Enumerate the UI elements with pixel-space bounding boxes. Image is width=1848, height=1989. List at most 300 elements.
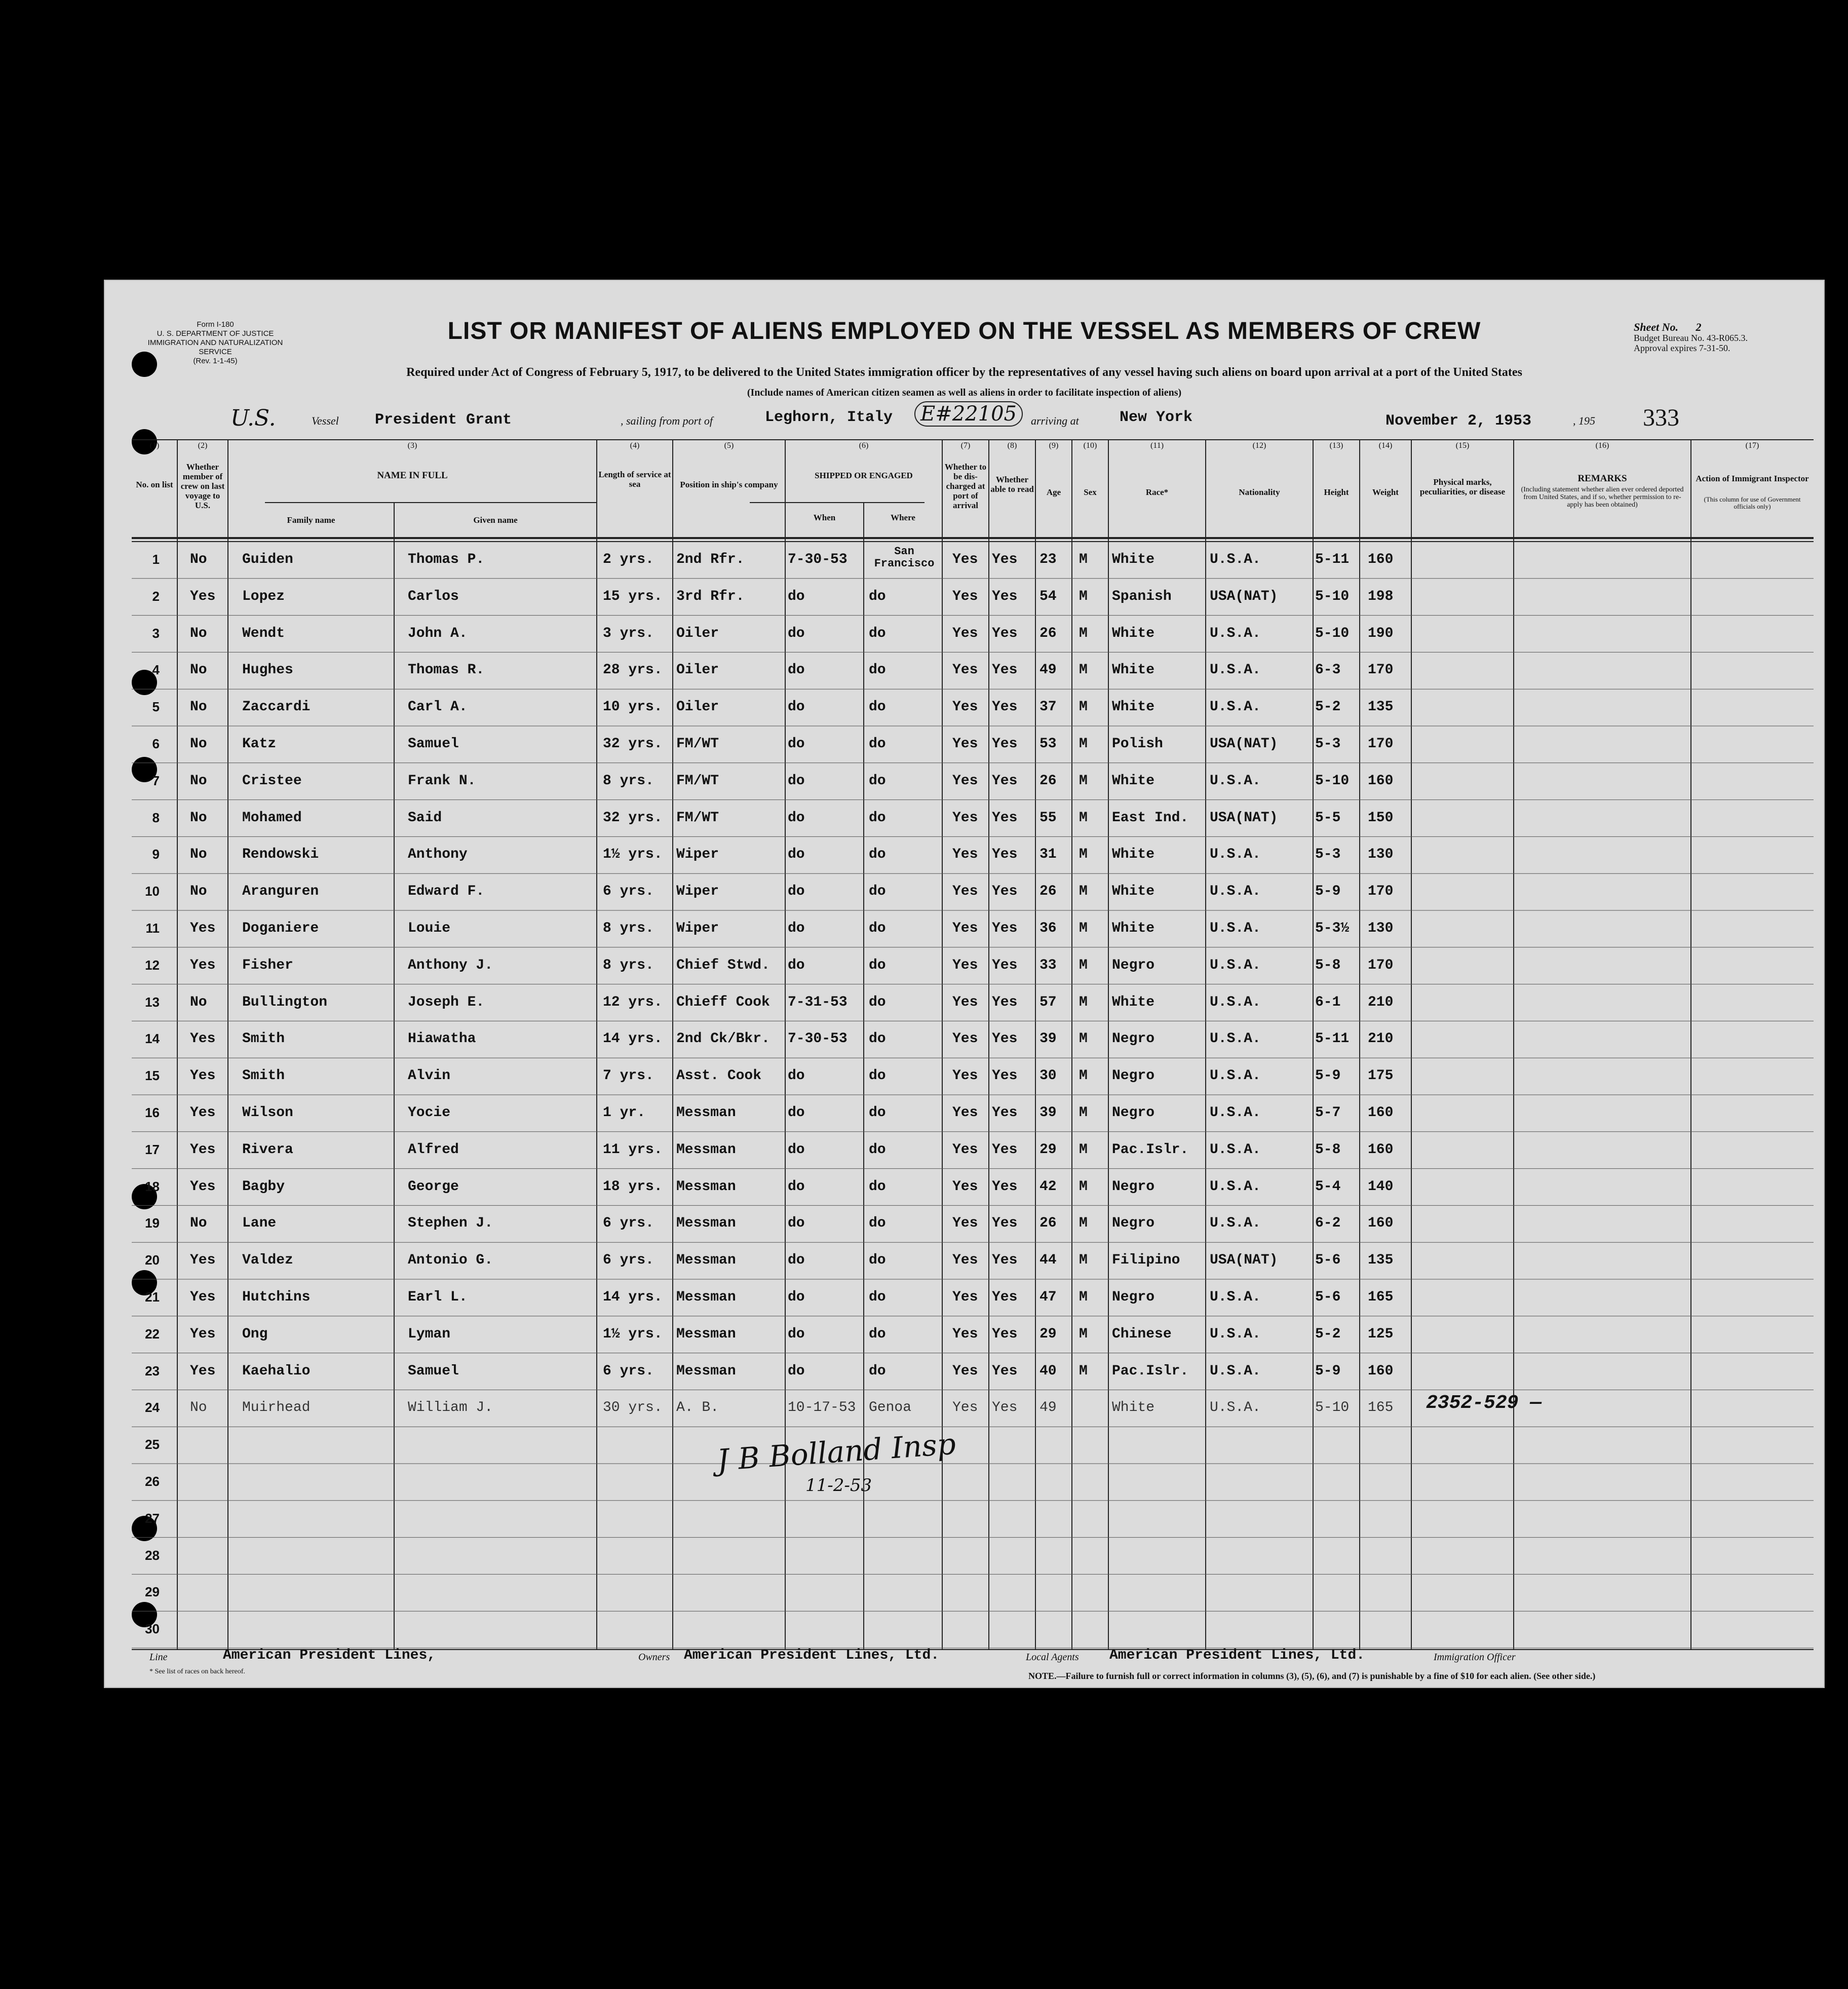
cell-service: 11 yrs. xyxy=(603,1141,663,1158)
cell-height: 5-10 xyxy=(1315,625,1350,641)
cell-nationality: U.S.A. xyxy=(1210,994,1261,1010)
footer-owners-label: Owners xyxy=(638,1652,670,1663)
cell-family-name: Bagby xyxy=(242,1178,285,1195)
cell-weight: 125 xyxy=(1368,1326,1394,1342)
cell-nationality: U.S.A. xyxy=(1210,957,1261,973)
cell-sex: M xyxy=(1079,1178,1088,1195)
cell-list-number: 1 xyxy=(152,552,160,567)
cell-last-voyage: Yes xyxy=(190,1363,216,1379)
cell-service: 6 yrs. xyxy=(603,1252,654,1269)
cell-discharged: Yes xyxy=(952,1252,978,1269)
cell-nationality: U.S.A. xyxy=(1210,1215,1261,1232)
cell-list-number: 23 xyxy=(145,1363,160,1379)
footer-line-label: Line xyxy=(149,1652,168,1663)
cell-where: do xyxy=(869,957,886,973)
cell-discharged: Yes xyxy=(952,1363,978,1379)
cell-list-number: 5 xyxy=(152,699,160,715)
cell-nationality: U.S.A. xyxy=(1210,1289,1261,1305)
cell-height: 5-9 xyxy=(1315,884,1341,900)
cell-discharged: Yes xyxy=(952,847,978,863)
cell-able-read: Yes xyxy=(992,1252,1018,1269)
cell-able-read: Yes xyxy=(992,773,1018,789)
cell-discharged: Yes xyxy=(952,736,978,752)
cell-nationality: U.S.A. xyxy=(1210,773,1261,789)
cell-able-read: Yes xyxy=(992,810,1018,826)
cell-last-voyage: No xyxy=(190,847,207,863)
cell-able-read: Yes xyxy=(992,1326,1018,1342)
cell-given-name: Stephen J. xyxy=(408,1215,493,1232)
cell-sex: M xyxy=(1079,1326,1088,1342)
cell-position: FM/WT xyxy=(676,773,719,789)
header-able-read: Whether able to read xyxy=(990,475,1034,494)
cell-age: 57 xyxy=(1040,994,1057,1010)
cell-height: 6-3 xyxy=(1315,662,1341,678)
cell-given-name: Thomas P. xyxy=(408,552,485,567)
cell-able-read: Yes xyxy=(992,552,1018,567)
cell-able-read: Yes xyxy=(992,994,1018,1010)
cell-service: 1½ yrs. xyxy=(603,847,663,863)
cell-service: 6 yrs. xyxy=(603,1215,654,1232)
cell-age: 36 xyxy=(1040,921,1057,936)
cell-when: do xyxy=(788,1326,805,1342)
cell-able-read: Yes xyxy=(992,957,1018,973)
cell-list-number: 8 xyxy=(152,810,160,825)
cell-last-voyage: No xyxy=(190,1215,207,1232)
header-height: Height xyxy=(1324,487,1349,497)
cell-able-read: Yes xyxy=(992,1068,1018,1084)
cell-age: 26 xyxy=(1040,625,1057,641)
cell-given-name: John A. xyxy=(408,625,468,641)
cell-given-name: Yocie xyxy=(408,1105,451,1121)
cell-nationality: USA(NAT) xyxy=(1210,736,1278,752)
cell-where: do xyxy=(869,921,886,936)
cell-discharged: Yes xyxy=(952,588,978,604)
cell-family-name: Mohamed xyxy=(242,810,302,826)
cell-family-name: Kaehalio xyxy=(242,1363,311,1379)
cell-able-read: Yes xyxy=(992,699,1018,715)
cell-weight: 160 xyxy=(1368,773,1394,789)
cell-age: 42 xyxy=(1040,1178,1057,1195)
cell-nationality: U.S.A. xyxy=(1210,921,1261,936)
cell-where: do xyxy=(869,994,886,1010)
cell-race: White xyxy=(1112,625,1155,641)
cell-age: 23 xyxy=(1040,552,1057,567)
colnum-16: (16) xyxy=(1595,441,1609,450)
cell-position: Chief Stwd. xyxy=(676,957,770,973)
cell-family-name: Wendt xyxy=(242,625,285,641)
cell-service: 15 yrs. xyxy=(603,588,663,604)
cell-discharged: Yes xyxy=(952,662,978,678)
colnum-5: (5) xyxy=(724,441,734,450)
cell-nationality: U.S.A. xyxy=(1210,1400,1261,1416)
cell-race: Negro xyxy=(1112,1105,1155,1121)
cell-list-number: 7 xyxy=(152,773,160,788)
cell-where: do xyxy=(869,1178,886,1195)
cell-weight: 150 xyxy=(1368,810,1394,826)
cell-position: Wiper xyxy=(676,884,719,900)
cell-height: 5-8 xyxy=(1315,1141,1341,1158)
cell-discharged: Yes xyxy=(952,773,978,789)
cell-service: 32 yrs. xyxy=(603,810,663,826)
cell-when: do xyxy=(788,699,805,715)
cell-age: 49 xyxy=(1040,662,1057,678)
cell-discharged: Yes xyxy=(952,1289,978,1305)
cell-race: White xyxy=(1112,699,1155,715)
cell-nationality: U.S.A. xyxy=(1210,1105,1261,1121)
cell-where: do xyxy=(869,1252,886,1269)
vessel-label: Vessel xyxy=(312,414,339,427)
cell-age: 47 xyxy=(1040,1289,1057,1305)
cell-when: do xyxy=(788,1141,805,1158)
footer-races-note: * See list of races on back hereof. xyxy=(149,1668,245,1675)
cell-given-name: Joseph E. xyxy=(408,994,485,1010)
cell-weight: 170 xyxy=(1368,957,1394,973)
cell-family-name: Hutchins xyxy=(242,1289,311,1305)
header-discharged: Whether to be dis-charged at port of arrival xyxy=(944,462,987,510)
cell-discharged: Yes xyxy=(952,921,978,936)
cell-nationality: USA(NAT) xyxy=(1210,1252,1278,1269)
cell-family-name: Rendowski xyxy=(242,847,319,863)
cell-sex: M xyxy=(1079,1289,1088,1305)
cell-height: 5-10 xyxy=(1315,1400,1350,1416)
colnum-15: (15) xyxy=(1455,441,1470,450)
cell-service: 28 yrs. xyxy=(603,662,663,678)
cell-age: 29 xyxy=(1040,1326,1057,1342)
colnum-11: (11) xyxy=(1150,441,1164,450)
cell-given-name: Anthony xyxy=(408,847,468,863)
cell-last-voyage: Yes xyxy=(190,1326,216,1342)
cell-weight: 190 xyxy=(1368,625,1394,641)
colnum-9: (9) xyxy=(1049,441,1059,450)
cell-able-read: Yes xyxy=(992,1400,1018,1416)
cell-discharged: Yes xyxy=(952,1068,978,1084)
cell-weight: 135 xyxy=(1368,699,1394,715)
cell-discharged: Yes xyxy=(952,699,978,715)
cell-sex: M xyxy=(1079,773,1088,789)
cell-family-name: Rivera xyxy=(242,1141,293,1158)
cell-when: do xyxy=(788,957,805,973)
cell-given-name: Alvin xyxy=(408,1068,451,1084)
cell-race: Negro xyxy=(1112,1289,1155,1305)
cell-when: 10-17-53 xyxy=(788,1400,856,1416)
cell-age: 30 xyxy=(1040,1068,1057,1084)
cell-height: 6-2 xyxy=(1315,1215,1341,1232)
cell-position: Oiler xyxy=(676,699,719,715)
cell-height: 5-8 xyxy=(1315,957,1341,973)
cell-race: White xyxy=(1112,994,1155,1010)
cell-list-number: 6 xyxy=(152,736,160,751)
cell-given-name: Lyman xyxy=(408,1326,451,1342)
header-name: NAME IN FULL xyxy=(377,470,448,481)
header-family-name: Family name xyxy=(287,515,335,525)
cell-height: 5-3 xyxy=(1315,847,1341,863)
cell-nationality: U.S.A. xyxy=(1210,699,1261,715)
cell-age: 53 xyxy=(1040,736,1057,752)
inspector-signature: J B Bolland Insp xyxy=(716,1426,957,1478)
cell-list-number: 22 xyxy=(145,1326,160,1342)
footer-officer-label: Immigration Officer xyxy=(1434,1652,1516,1663)
cell-able-read: Yes xyxy=(992,884,1018,900)
cell-service: 3 yrs. xyxy=(603,625,654,641)
cell-list-number: 28 xyxy=(145,1547,160,1563)
cell-family-name: Muirhead xyxy=(242,1400,311,1416)
footer-agents: American President Lines, Ltd. xyxy=(1109,1648,1365,1663)
cell-list-number: 19 xyxy=(145,1215,160,1231)
cell-sex: M xyxy=(1079,957,1088,973)
cell-where: do xyxy=(869,736,886,752)
sailing-label: , sailing from port of xyxy=(621,414,713,427)
cell-race: Negro xyxy=(1112,1031,1155,1047)
handwritten-prefix: U.S. xyxy=(230,405,276,431)
signature-date: 11-2-53 xyxy=(805,1475,872,1496)
colnum-12: (12) xyxy=(1252,441,1266,450)
cell-position: Oiler xyxy=(676,662,719,678)
cell-last-voyage: Yes xyxy=(190,1031,216,1047)
cell-service: 1½ yrs. xyxy=(603,1326,663,1342)
cell-sex: M xyxy=(1079,1068,1088,1084)
cell-last-voyage: Yes xyxy=(190,921,216,936)
cell-last-voyage: No xyxy=(190,1400,207,1416)
arriving-label: arriving at xyxy=(1031,414,1079,427)
cell-when: do xyxy=(788,1363,805,1379)
header-remarks: REMARKS xyxy=(1577,473,1627,484)
cell-service: 1 yr. xyxy=(603,1105,646,1121)
cell-when: do xyxy=(788,736,805,752)
cell-when: do xyxy=(788,1289,805,1305)
cell-height: 5-4 xyxy=(1315,1178,1341,1195)
cell-list-number: 15 xyxy=(145,1068,160,1084)
page-number: 333 xyxy=(1643,404,1679,431)
cell-where: do xyxy=(869,773,886,789)
department: U. S. DEPARTMENT OF JUSTICE xyxy=(157,329,274,338)
cell-service: 2 yrs. xyxy=(603,552,654,567)
cell-race: Negro xyxy=(1112,1178,1155,1195)
cell-sex: M xyxy=(1079,1105,1088,1121)
cell-position: Asst. Cook xyxy=(676,1068,762,1084)
cell-list-number: 30 xyxy=(145,1621,160,1637)
cell-discharged: Yes xyxy=(952,1105,978,1121)
cell-discharged: Yes xyxy=(952,810,978,826)
cell-last-voyage: No xyxy=(190,810,207,826)
cell-list-number: 29 xyxy=(145,1584,160,1600)
header-list-no: No. on list xyxy=(136,480,173,489)
cell-service: 10 yrs. xyxy=(603,699,663,715)
header-when: When xyxy=(813,513,836,522)
cell-discharged: Yes xyxy=(952,957,978,973)
header-sex: Sex xyxy=(1084,487,1097,497)
cell-height: 6-1 xyxy=(1315,994,1341,1010)
cell-where: do xyxy=(869,1031,886,1047)
footer-agents-label: Local Agents xyxy=(1026,1652,1079,1663)
cell-last-voyage: Yes xyxy=(190,1068,216,1084)
cell-race: Spanish xyxy=(1112,588,1172,604)
cell-where: do xyxy=(869,699,886,715)
cell-given-name: Carl A. xyxy=(408,699,468,715)
cell-height: 5-2 xyxy=(1315,699,1341,715)
cell-age: 40 xyxy=(1040,1363,1057,1379)
cell-list-number: 27 xyxy=(145,1510,160,1526)
cell-given-name: Louie xyxy=(408,921,451,936)
cell-position: Messman xyxy=(676,1363,736,1379)
cell-where: do xyxy=(869,1215,886,1232)
cell-sex: M xyxy=(1079,662,1088,678)
cell-race: Negro xyxy=(1112,957,1155,973)
cell-where: do xyxy=(869,847,886,863)
cell-age: 26 xyxy=(1040,1215,1057,1232)
departure-port: Leghorn, Italy xyxy=(765,409,893,426)
cell-last-voyage: No xyxy=(190,773,207,789)
cell-nationality: U.S.A. xyxy=(1210,847,1261,863)
cell-list-number: 9 xyxy=(152,847,160,862)
cell-discharged: Yes xyxy=(952,625,978,641)
cell-where: do xyxy=(869,1141,886,1158)
cell-nationality: USA(NAT) xyxy=(1210,810,1278,826)
cell-height: 5-6 xyxy=(1315,1289,1341,1305)
cell-nationality: U.S.A. xyxy=(1210,662,1261,678)
cell-race: White xyxy=(1112,884,1155,900)
cell-when: do xyxy=(788,1215,805,1232)
cell-weight: 170 xyxy=(1368,662,1394,678)
cell-position: Messman xyxy=(676,1289,736,1305)
cell-age: 55 xyxy=(1040,810,1057,826)
cell-given-name: Alfred xyxy=(408,1141,459,1158)
cell-service: 6 yrs. xyxy=(603,884,654,900)
header-weight: Weight xyxy=(1372,487,1399,497)
cell-race: White xyxy=(1112,773,1155,789)
cell-list-number: 11 xyxy=(145,921,160,936)
cell-family-name: Smith xyxy=(242,1068,285,1084)
cell-last-voyage: No xyxy=(190,884,207,900)
cell-discharged: Yes xyxy=(952,552,978,567)
cell-when: do xyxy=(788,588,805,604)
cell-service: 14 yrs. xyxy=(603,1031,663,1047)
cell-height: 5-2 xyxy=(1315,1326,1341,1342)
cell-age: 33 xyxy=(1040,957,1057,973)
cell-when: do xyxy=(788,847,805,863)
footer-owners: American President Lines, Ltd. xyxy=(684,1648,940,1663)
cell-position: Chieff Cook xyxy=(676,994,770,1010)
cell-age: 39 xyxy=(1040,1031,1057,1047)
cell-service: 12 yrs. xyxy=(603,994,663,1010)
cell-family-name: Katz xyxy=(242,736,277,752)
cell-discharged: Yes xyxy=(952,1141,978,1158)
cell-list-number: 17 xyxy=(145,1141,160,1157)
cell-able-read: Yes xyxy=(992,847,1018,863)
cell-family-name: Hughes xyxy=(242,662,293,678)
crew-table xyxy=(132,439,1814,1650)
cell-age: 26 xyxy=(1040,773,1057,789)
cell-able-read: Yes xyxy=(992,625,1018,641)
cell-sex: M xyxy=(1079,588,1088,604)
cell-last-voyage: No xyxy=(190,736,207,752)
cell-age: 37 xyxy=(1040,699,1057,715)
cell-nationality: U.S.A. xyxy=(1210,884,1261,900)
cell-height: 5-9 xyxy=(1315,1068,1341,1084)
cell-weight: 210 xyxy=(1368,994,1394,1010)
cell-discharged: Yes xyxy=(952,1178,978,1195)
cell-weight: 160 xyxy=(1368,552,1394,567)
cell-race: White xyxy=(1112,921,1155,936)
cell-sex: M xyxy=(1079,994,1088,1010)
cell-list-number: 2 xyxy=(152,588,160,604)
cell-height: 5-10 xyxy=(1315,588,1350,604)
cell-given-name: Carlos xyxy=(408,588,459,604)
cell-position: Oiler xyxy=(676,625,719,641)
subtitle-note: (Include names of American citizen seamen as well as aliens in order to facilitate inspection of aliens) xyxy=(747,387,1182,398)
cell-last-voyage: Yes xyxy=(190,1178,216,1195)
cell-list-number: 24 xyxy=(145,1400,160,1416)
cell-last-voyage: Yes xyxy=(190,1141,216,1158)
cell-list-number: 25 xyxy=(145,1437,160,1452)
cell-last-voyage: No xyxy=(190,699,207,715)
cell-list-number: 13 xyxy=(145,994,160,1010)
cell-when: do xyxy=(788,1252,805,1269)
manifest-sheet xyxy=(104,280,1825,1688)
cell-weight: 170 xyxy=(1368,736,1394,752)
cell-when: do xyxy=(788,1105,805,1121)
cell-weight: 160 xyxy=(1368,1105,1394,1121)
cell-family-name: Valdez xyxy=(242,1252,293,1269)
cell-position: FM/WT xyxy=(676,810,719,826)
cell-weight: 210 xyxy=(1368,1031,1394,1047)
cell-list-number: 14 xyxy=(145,1031,160,1047)
cell-list-number: 18 xyxy=(145,1178,160,1194)
cell-position: Messman xyxy=(676,1105,736,1121)
cell-weight: 140 xyxy=(1368,1178,1394,1195)
cell-given-name: William J. xyxy=(408,1400,493,1416)
cell-service: 6 yrs. xyxy=(603,1363,654,1379)
year-suffix: , 195 xyxy=(1573,414,1595,427)
cell-list-number: 4 xyxy=(152,662,160,678)
cell-weight: 175 xyxy=(1368,1068,1394,1084)
cell-able-read: Yes xyxy=(992,662,1018,678)
cell-when: do xyxy=(788,810,805,826)
cell-weight: 160 xyxy=(1368,1363,1394,1379)
cell-when: do xyxy=(788,662,805,678)
cell-where: Genoa xyxy=(869,1400,912,1416)
header-action: Action of Immigrant Inspector xyxy=(1696,474,1809,483)
cell-family-name: Lopez xyxy=(242,588,285,604)
sheet-number: 2 xyxy=(1696,321,1702,333)
cell-discharged: Yes xyxy=(952,1400,978,1416)
page-title: LIST OR MANIFEST OF ALIENS EMPLOYED ON THE VESSEL AS MEMBERS OF CREW xyxy=(447,318,1481,345)
cell-last-voyage: No xyxy=(190,662,207,678)
cell-sex: M xyxy=(1079,699,1088,715)
colnum-13: (13) xyxy=(1329,441,1343,450)
cell-weight: 135 xyxy=(1368,1252,1394,1269)
cell-race: White xyxy=(1112,662,1155,678)
cell-weight: 130 xyxy=(1368,921,1394,936)
cell-able-read: Yes xyxy=(992,1289,1018,1305)
cell-nationality: U.S.A. xyxy=(1210,1068,1261,1084)
budget-bureau: Budget Bureau No. 43-R065.3. xyxy=(1634,333,1748,343)
cell-when: do xyxy=(788,773,805,789)
cell-sex: M xyxy=(1079,1363,1088,1379)
cell-given-name: Thomas R. xyxy=(408,662,485,678)
colnum-1: (1) xyxy=(149,441,160,450)
cell-when: do xyxy=(788,884,805,900)
colnum-7: (7) xyxy=(960,441,971,450)
cell-able-read: Yes xyxy=(992,1105,1018,1121)
cell-service: 32 yrs. xyxy=(603,736,663,752)
cell-position: Messman xyxy=(676,1178,736,1195)
cell-service: 30 yrs. xyxy=(603,1400,663,1416)
cell-sex: M xyxy=(1079,1031,1088,1047)
cell-position: Messman xyxy=(676,1326,736,1342)
footer xyxy=(132,1648,1814,1682)
cell-last-voyage: Yes xyxy=(190,1105,216,1121)
cell-service: 8 yrs. xyxy=(603,773,654,789)
